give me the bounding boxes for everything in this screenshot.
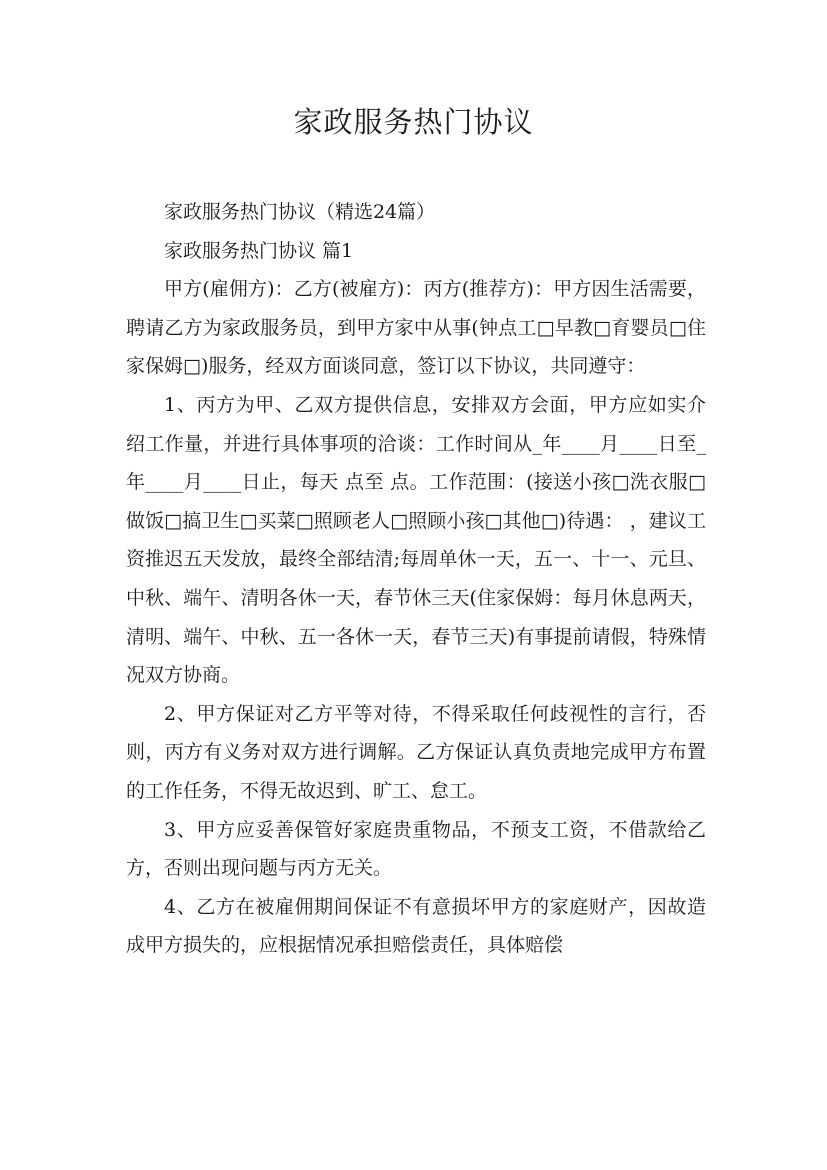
document-body	[126, 193, 706, 965]
clause-4-paragraph: 4、乙方在被雇佣期间保证不有意损坏甲方的家庭财产，因故造成甲方损失的，应根据情况承担赔偿责任，具体赔偿	[126, 895, 706, 957]
document-title: 家政服务热门协议	[293, 105, 534, 139]
intro-paragraph: 甲方(雇佣方)：乙方(被雇方)：丙方(推荐方)：甲方因生活需要，聘请乙方为家政服务员，到甲方家中从事(钟点工□早教□育婴员□住家保姆□)服务，经双方面谈同意，签订以下协议，共同遵守：	[126, 278, 706, 378]
clause-1-paragraph: 1、丙方为甲、乙双方提供信息，安排双方会面，甲方应如实介绍工作量，并进行具体事项的洽谈：工作时间从_年____月____日至_年____月____日止，每天 点至 点。工作范围：(接送小孩□洗衣服□做饭□搞卫生□买菜□照顾老人□照顾小孩□其他□)待遇： ，建议工资推迟五天发放，最终全部结清;每周单休一天，五一、十一、元旦、中秋、端午、清明各休一天，春节休三天(住家保姆：每月休息两天，清明、端午、中秋、五一各休一天，春节三天)有事提前请假，特殊情况双方协商。	[126, 393, 706, 687]
clause-2-paragraph: 2、甲方保证对乙方平等对待，不得采取任何歧视性的言行，否则，丙方有义务对双方进行调解。乙方保证认真负责地完成甲方布置的工作任务，不得无故迟到、旷工、怠工。	[126, 702, 706, 802]
section-heading: 家政服务热门协议 篇1	[164, 239, 354, 262]
clause-3-paragraph: 3、甲方应妥善保管好家庭贵重物品，不预支工资，不借款给乙方，否则出现问题与丙方无关。	[126, 818, 706, 880]
subtitle-paragraph: 家政服务热门协议（精选24篇）	[164, 201, 436, 223]
